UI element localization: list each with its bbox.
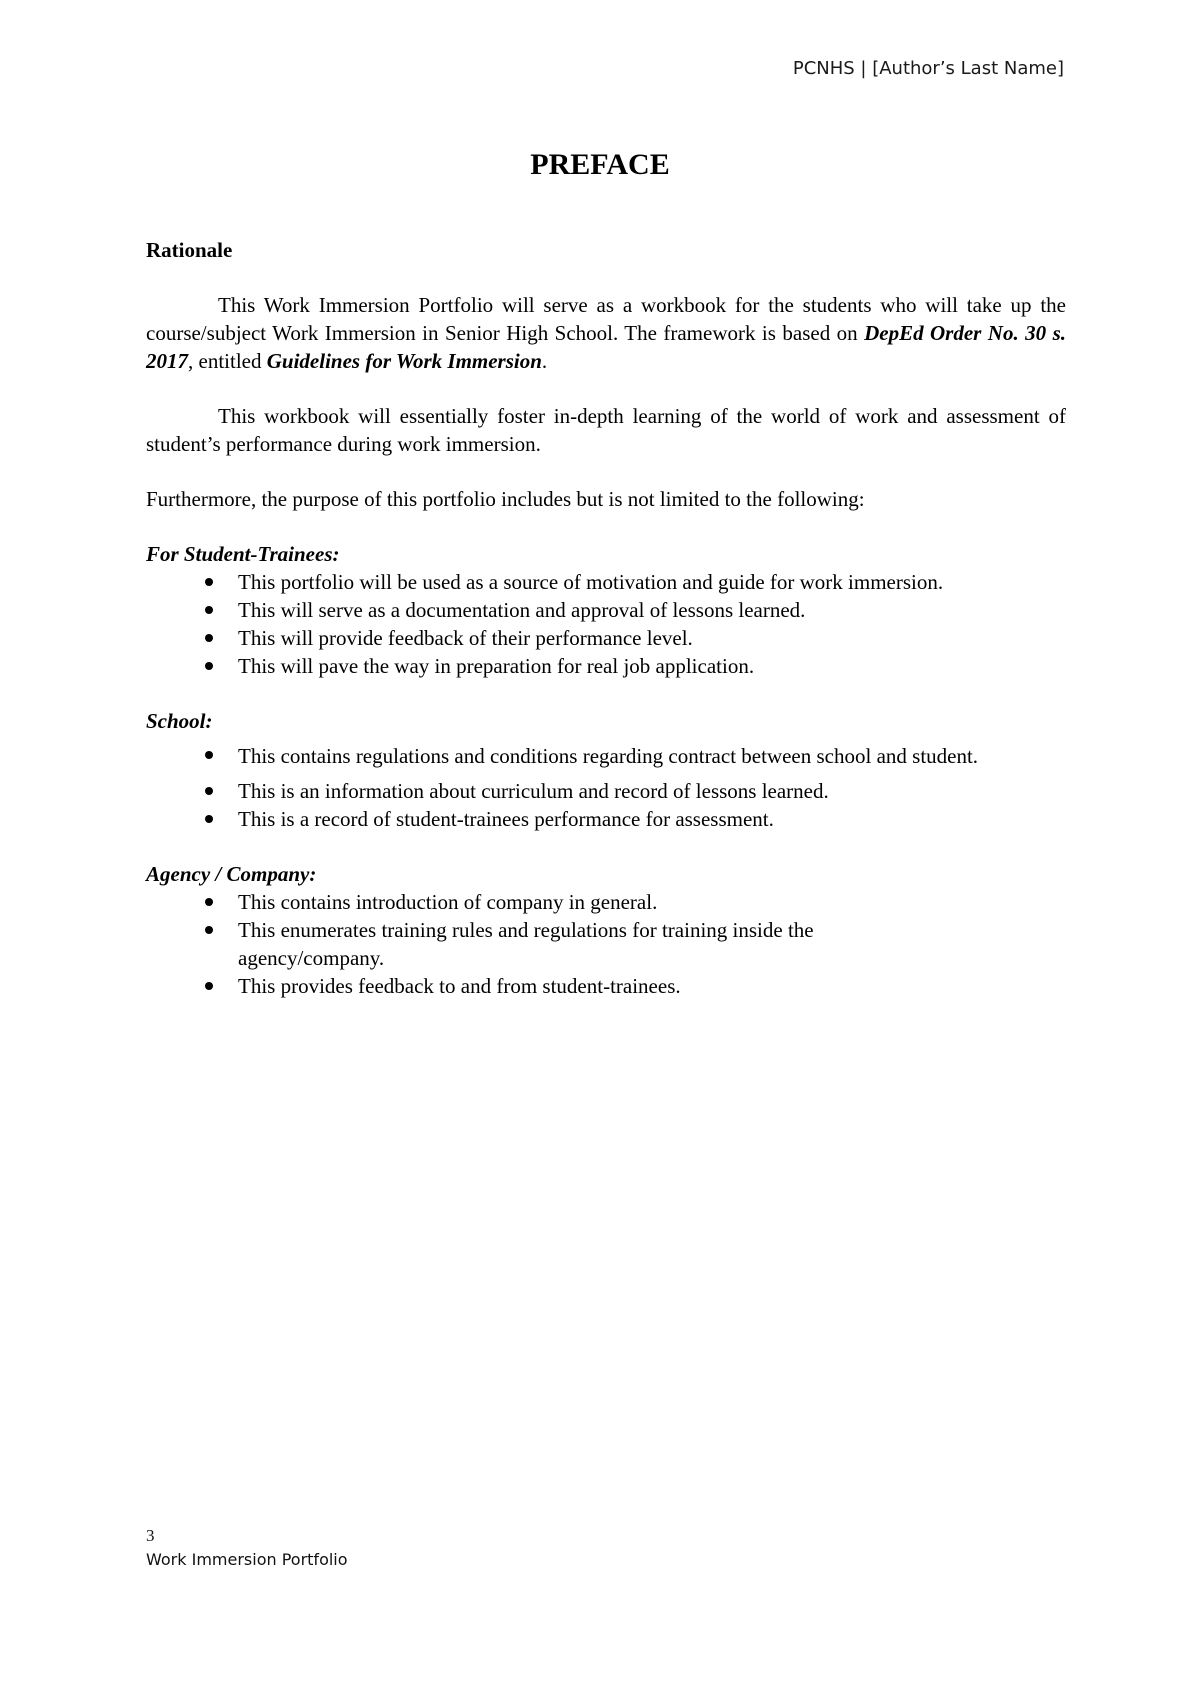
rationale-p1-lead: This Work Immersion Portfolio will serve as a workbook for the students who will take up the course/subject Work Immersion in Senior High School. The framework is based on (146, 293, 1066, 345)
list-item: This is an information about curriculum and record of lessons learned. (202, 777, 1066, 805)
list-item: This portfolio will be used as a source of motivation and guide for work immersion. (202, 568, 1066, 596)
footer-title: Work Immersion Portfolio (146, 1550, 348, 1569)
student-trainees-list (146, 568, 1066, 680)
document-body (146, 238, 1066, 1000)
rationale-p1-mid: , entitled (188, 349, 267, 373)
list-item: This enumerates training rules and regulations for training inside the agency/company. (202, 916, 1066, 972)
list-item: This will provide feedback of their performance level. (202, 624, 1066, 652)
list-item: This will serve as a documentation and approval of lessons learned. (202, 596, 1066, 624)
rationale-heading: Rationale (146, 238, 233, 262)
list-item: This will pave the way in preparation for real job application. (202, 652, 1066, 680)
rationale-p1-end: . (541, 349, 548, 373)
rationale-paragraph-2: This workbook will essentially foster in-depth learning of the world of work and assessment of student’s performance during work immersion. (146, 404, 1066, 456)
agency-company-list (146, 888, 1066, 1000)
rationale-paragraph-1 (146, 291, 1066, 375)
school-list (146, 735, 1066, 833)
list-item: This contains introduction of company in general. (202, 888, 1066, 916)
agency-company-label: Agency / Company: (146, 862, 317, 886)
list-item: This contains regulations and conditions regarding contract between school and student. (202, 735, 1066, 777)
guidelines-reference: Guidelines for Work Immersion (266, 349, 542, 373)
list-item: This is a record of student-trainees performance for assessment. (202, 805, 1066, 833)
list-item: This provides feedback to and from student-trainees. (202, 972, 1066, 1000)
deped-order-reference: DepEd Order No. 30 s. 2017 (146, 321, 1066, 373)
page-number: 3 (146, 1526, 155, 1545)
school-label: School: (146, 709, 213, 733)
page-footer (146, 1524, 348, 1572)
rationale-paragraph-3: Furthermore, the purpose of this portfolio includes but is not limited to the following: (146, 487, 865, 511)
page-header: PCNHS | [Author’s Last Name] (792, 58, 1064, 79)
page-title: PREFACE (530, 148, 670, 181)
student-trainees-label: For Student-Trainees: (146, 542, 340, 566)
